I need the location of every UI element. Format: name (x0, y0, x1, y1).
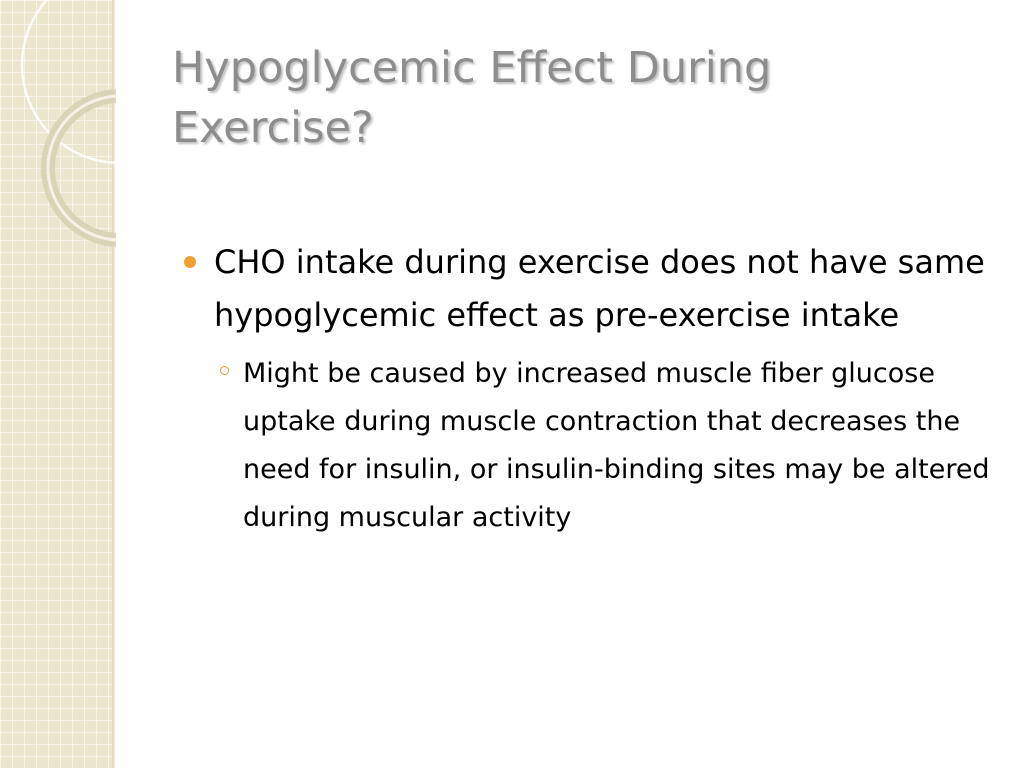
bullet-item-level2 (182, 350, 992, 542)
bullet-ring-icon (220, 366, 229, 375)
bullet-dot-icon (184, 256, 196, 268)
sub-bullet-text: Might be caused by increased muscle fiber glucose uptake during muscle contraction that decreases the need for insulin, or insulin-binding sites may be altered during muscular activity (243, 358, 990, 533)
decorative-arcs-icon (0, 0, 116, 260)
slide-title: Hypoglycemic Effect During Exercise? (172, 43, 772, 153)
bullet-text: CHO intake during exercise does not have same hypoglycemic effect as pre-exercise intake (214, 243, 985, 334)
bullet-item-level1 (182, 236, 992, 342)
slide-content (182, 236, 992, 542)
